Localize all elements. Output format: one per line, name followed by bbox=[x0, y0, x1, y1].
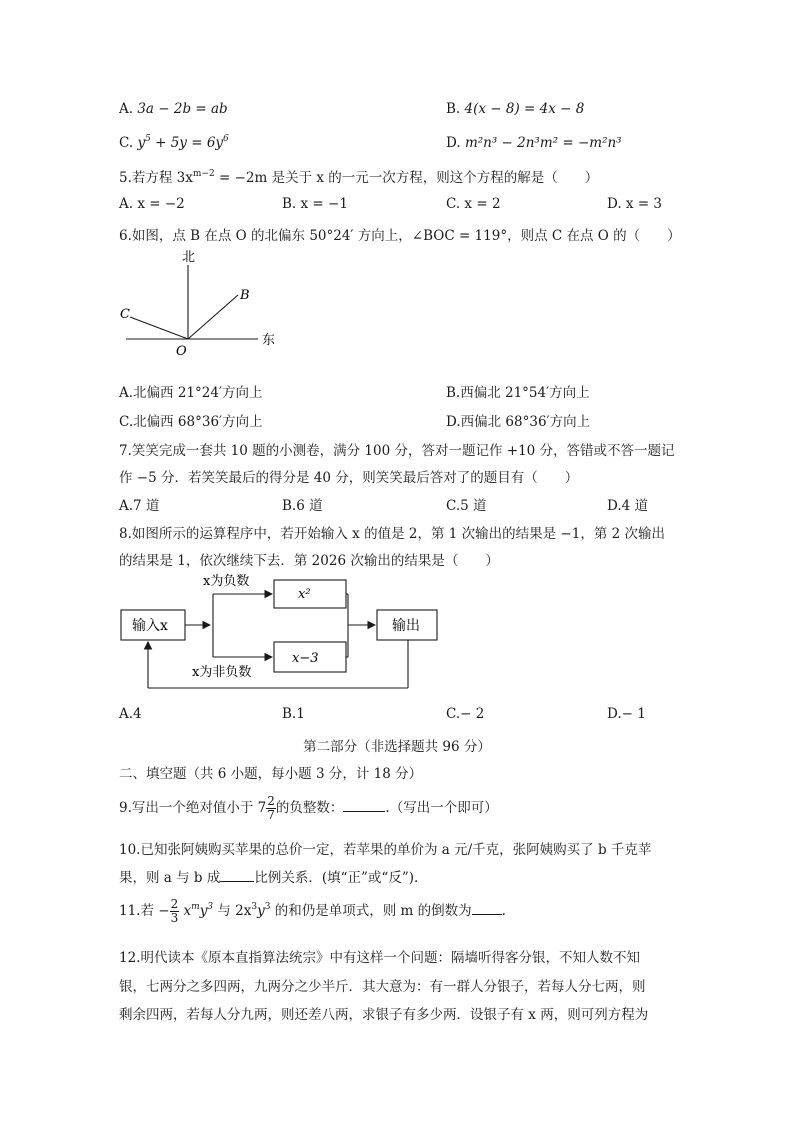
ray-oc bbox=[130, 317, 188, 339]
q4-option-b: B. 4(x − 8) = 4x − 8 bbox=[446, 101, 585, 117]
q10-stem-line1: 10.已知张阿姨购买苹果的总价一定，若苹果的单价为 a 元/千克，张阿姨购买了 b 千克苹 bbox=[119, 842, 652, 858]
q7-option-d: D.4 道 bbox=[607, 498, 649, 514]
q7-stem-line2: 作 −5 分．若笑笑最后的得分是 40 分，则笑笑最后答对了的题目有（ ） bbox=[119, 470, 579, 486]
q7-option-b: B.6 道 bbox=[282, 498, 323, 514]
q8-stem-line1: 8.如图所示的运算程序中，若开始输入 x 的值是 2，第 1 次输出的结果是 −1，第 2 次输出 bbox=[119, 526, 665, 542]
q6-stem: 6.如图，点 B 在点 O 的北偏东 50°24′ 方向上，∠BOC = 119°，则点 C 在点 O 的（ ） bbox=[119, 228, 681, 244]
q6-option-b: B.西偏北 21°54′方向上 bbox=[446, 385, 590, 401]
q8-option-d: D.− 1 bbox=[607, 706, 646, 722]
square-label: x² bbox=[298, 587, 311, 602]
section2-title: 二、填空题（共 6 小题，每小题 3 分，计 18 分） bbox=[119, 766, 423, 782]
q4-option-a: A. 3a − 2b = ab bbox=[119, 101, 228, 117]
q6-direction-figure bbox=[110, 245, 290, 360]
q9-stem: 9.写出一个绝对值小于 7 $\frac{2}{7}$ 的负整数： .（写出一个即可） bbox=[119, 794, 498, 822]
minus-label: x−3 bbox=[292, 651, 319, 666]
nonnegative-branch-label: x为非负数 bbox=[192, 665, 252, 680]
point-b-label: B bbox=[240, 288, 250, 303]
q6-option-a: A.北偏西 21°24′方向上 bbox=[119, 385, 263, 401]
q5-option-c: C. x = 2 bbox=[446, 196, 501, 212]
q8-option-b: B.1 bbox=[282, 706, 305, 722]
q4-option-d: D. m²n³ − 2n³m² = −m²n³ bbox=[446, 135, 622, 151]
q8-flowchart bbox=[110, 572, 450, 697]
output-label: 输出 bbox=[392, 618, 420, 634]
q8-option-c: C.− 2 bbox=[446, 706, 485, 722]
q5-option-d: D. x = 3 bbox=[607, 196, 663, 212]
point-c-label: C bbox=[120, 307, 130, 322]
q8-option-a: A.4 bbox=[119, 706, 142, 722]
q6-option-d: D.西偏北 68°36′方向上 bbox=[446, 414, 591, 430]
q5-stem: 5.若方程 $3x^{m-2} = -2m$ 是关于 x 的一元一次方程，则这个方程的解是（ ） bbox=[119, 169, 599, 186]
north-label: 北 bbox=[182, 250, 196, 265]
q5-option-b: B. x = −1 bbox=[282, 196, 348, 212]
q11-stem: 11.若 − $\frac{2}{3}$ $x^my^3$ 与 $2x^3y^3$ 的和仍是单项式，则 m 的倒数为 . bbox=[119, 897, 506, 925]
q8-stem-line2: 的结果是 1，依次继续下去．第 2026 次输出的结果是（ ） bbox=[119, 553, 499, 569]
negative-branch-label: x为负数 bbox=[203, 574, 250, 589]
point-o-label: O bbox=[176, 344, 187, 359]
east-label: 东 bbox=[262, 333, 276, 348]
q10-stem-line2: 果，则 a 与 b 成 比例关系．(填“正”或“反”). bbox=[119, 870, 419, 886]
q7-option-c: C.5 道 bbox=[446, 498, 487, 514]
part2-title: 第二部分（非选择题共 96 分） bbox=[303, 739, 491, 755]
q7-option-a: A.7 道 bbox=[119, 498, 160, 514]
q12-stem-line2: 银，七两分之多四两，九两分之少半斤．其大意为：有一群人分银子，若每人分七两，则 bbox=[119, 979, 646, 995]
q12-stem-line1: 12.明代读本《原本直指算法统宗》中有这样一个问题：隔墙听得客分银，不知人数不知 bbox=[119, 950, 640, 966]
q7-stem-line1: 7.笑笑完成一套共 10 题的小测卷，满分 100 分，答对一题记作 +10 分，答错或不答一题记 bbox=[119, 443, 675, 459]
input-label: 输入x bbox=[132, 618, 168, 634]
q12-stem-line3: 剩余四两，若每人分九两，则还差八两，求银子有多少两．设银子有 x 两，则可列方程为 bbox=[119, 1007, 649, 1023]
ray-ob bbox=[188, 295, 238, 339]
q6-option-c: C.北偏西 68°36′方向上 bbox=[119, 414, 263, 430]
q5-option-a: A. x = −2 bbox=[119, 196, 185, 212]
q4-option-c: C. $y^5 + 5y = 6y^6$ bbox=[119, 134, 229, 151]
